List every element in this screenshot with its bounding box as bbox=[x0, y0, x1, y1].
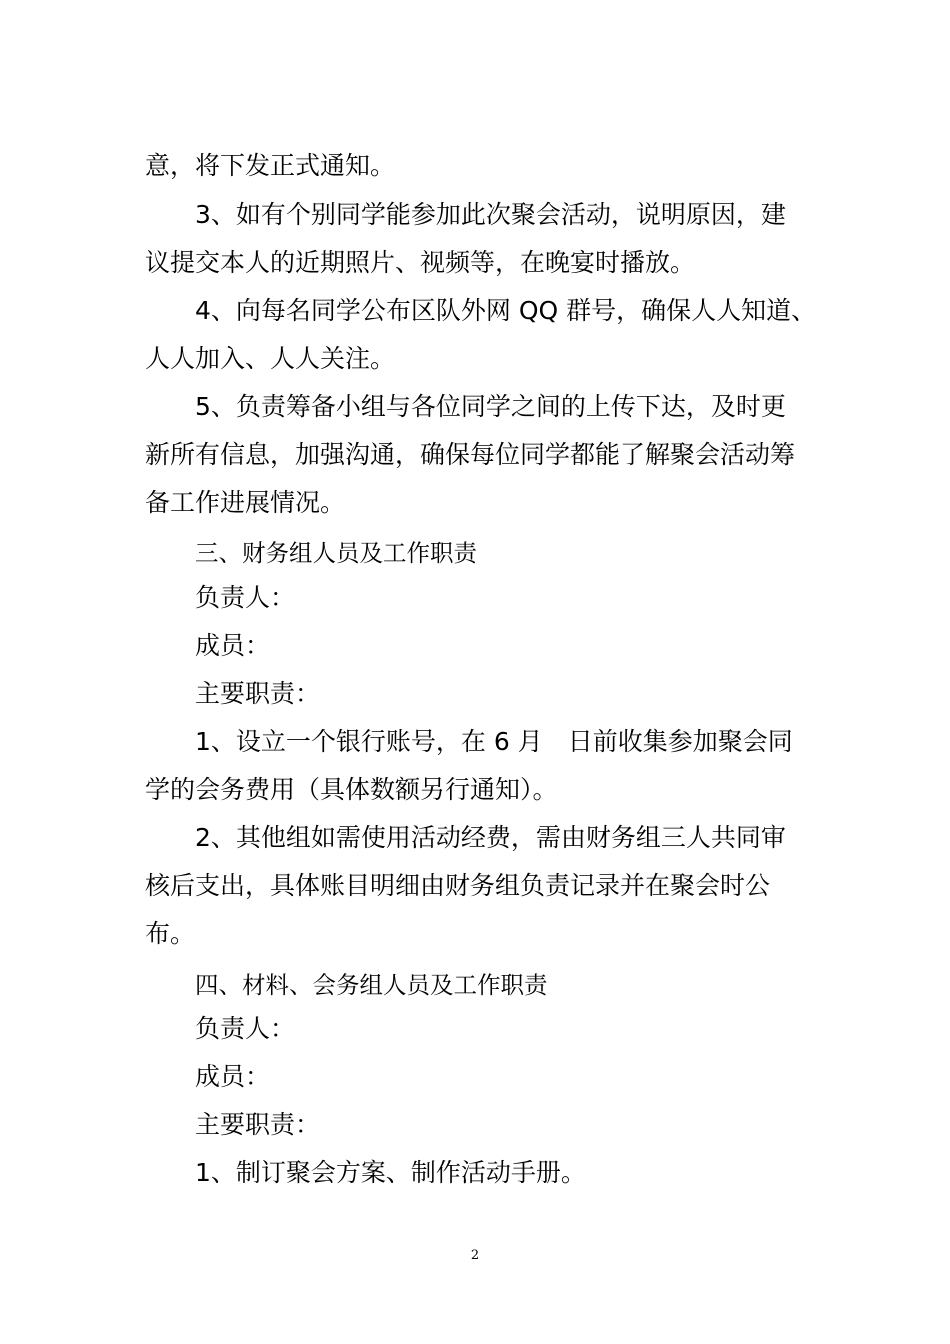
paragraph-line: 备工作进展情况。 bbox=[145, 488, 346, 517]
paragraph-line: 核后支出，具体账目明细由财务组负责记录并在聚会时公 bbox=[145, 871, 771, 900]
field-label-duties: 主要职责： bbox=[195, 1110, 321, 1139]
section-heading: 三、财务组人员及工作职责 bbox=[195, 539, 477, 567]
paragraph-line: 5、负责筹备小组与各位同学之间的上传下达，及时更 bbox=[195, 392, 786, 421]
paragraph-line: 新所有信息，加强沟通，确保每位同学都能了解聚会活动筹 bbox=[145, 440, 796, 469]
paragraph-line: 2、其他组如需使用活动经费，需由财务组三人共同审 bbox=[195, 823, 786, 852]
field-label-members: 成员： bbox=[195, 1062, 271, 1091]
field-label-duties: 主要职责： bbox=[195, 679, 321, 708]
paragraph-line: 学的会务费用（具体数额另行通知）。 bbox=[145, 775, 558, 804]
field-label-responsible: 负责人： bbox=[195, 1014, 296, 1043]
paragraph-line: 1、设立一个银行账号，在 6 月 日前收集参加聚会同 bbox=[195, 727, 793, 756]
paragraph-line: 议提交本人的近期照片、视频等，在晚宴时播放。 bbox=[145, 248, 696, 277]
paragraph-line: 人人加入、人人关注。 bbox=[145, 344, 396, 373]
page-number: 2 bbox=[470, 1248, 480, 1263]
section-heading: 四、材料、会务组人员及工作职责 bbox=[195, 971, 548, 999]
paragraph-line: 意，将下发正式通知。 bbox=[145, 151, 396, 180]
paragraph-line: 布。 bbox=[145, 919, 196, 948]
field-label-responsible: 负责人： bbox=[195, 583, 296, 612]
field-label-members: 成员： bbox=[195, 631, 271, 660]
paragraph-line: 1、制订聚会方案、制作活动手册。 bbox=[195, 1158, 586, 1187]
paragraph-line: 3、如有个别同学能参加此次聚会活动，说明原因，建 bbox=[195, 200, 786, 229]
paragraph-line: 4、向每名同学公布区队外网 QQ 群号，确保人人知道、 bbox=[195, 296, 817, 325]
